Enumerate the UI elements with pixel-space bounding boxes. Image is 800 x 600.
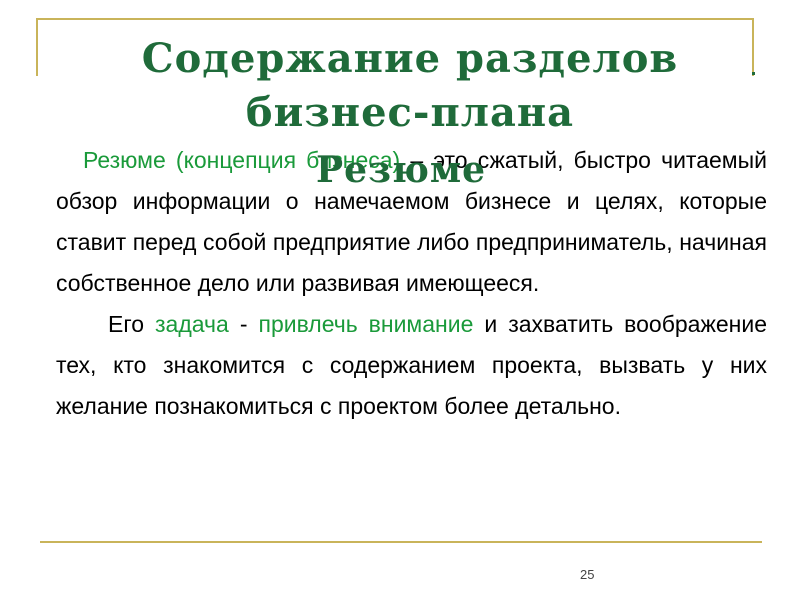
frame-left-line [36, 18, 38, 76]
frame-top-line [36, 18, 754, 20]
term-highlight: Резюме (концепция бизнеса) [83, 147, 401, 173]
title-line-2: бизнес-плана [245, 89, 575, 136]
task-text: и захватить воображение тех, кто знакомится с содержанием проекта, вызвать у них желание познакомиться с проектом более детально. [56, 311, 767, 419]
slide-title [60, 32, 760, 140]
page-number: 25 [580, 567, 595, 582]
frame-bottom-line [40, 541, 762, 543]
paragraph-task [56, 304, 767, 427]
task-highlight: задача [155, 311, 229, 337]
slide-subtitle: Резюме [316, 149, 487, 191]
title-line-1: Содержание разделов [141, 35, 679, 82]
definition-text: – это сжатый, быстро читаемый обзор информации о намечаемом бизнесе и целях, которые ставит перед собой предприятие либо предприниматель, начиная собственное дело или развивая имеющееся. [56, 147, 767, 296]
attention-highlight: привлечь внимание [258, 311, 474, 337]
task-dash: - [228, 311, 259, 337]
task-lead: Его [108, 311, 156, 337]
